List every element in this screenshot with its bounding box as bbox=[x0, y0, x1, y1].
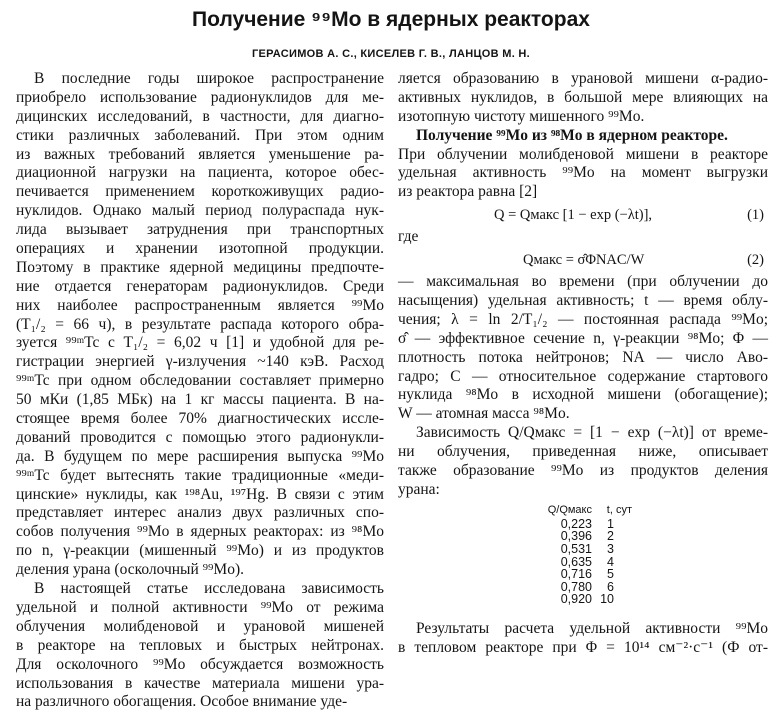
right-text-line: из реактора равна [2] bbox=[398, 183, 538, 201]
left-column bbox=[16, 70, 384, 712]
right-text-line: чения; λ = ln 2/T₁/₂ — постоянная распада ⁹⁹Mo; bbox=[398, 310, 768, 328]
table-cell-t: 5 bbox=[607, 567, 614, 582]
right-text-line: урана: bbox=[398, 480, 440, 498]
right-text-line: σ̂ — эффективное сечение n, γ-реакции ⁹⁸Mo; Φ — bbox=[398, 329, 768, 347]
left-text-line: по n, γ-реакции (мишенный ⁹⁹Mo) и из продуктов bbox=[16, 542, 384, 560]
left-text-line: собов получения ⁹⁹Mo в ядерных реакторах: из ⁹⁸Mo bbox=[16, 523, 384, 541]
right-text-line: плотность потока нейтронов; NA — число Аво- bbox=[398, 348, 768, 366]
left-text-line: дицинских исследований, в частности, для диагно- bbox=[16, 107, 384, 125]
right-text-line: активных нуклидов, в большой мере влияющих на bbox=[398, 88, 768, 106]
equation-1 bbox=[398, 202, 768, 228]
left-text-line: удельной и полной активности ⁹⁹Mo от режима bbox=[16, 598, 384, 616]
left-text-line: них наиболее распространенным является ⁹⁹Mo bbox=[16, 296, 384, 314]
table-row bbox=[536, 543, 768, 556]
right-text-line: гадро; C — относительное содержание стартового bbox=[398, 367, 768, 385]
right-text-line: Зависимость Q/Qмакс = [1 − exp (−λt)] от време- bbox=[416, 424, 768, 442]
left-text-line: 50 мКи (1,85 МБк) на 1 кг массы пациента. В на- bbox=[16, 391, 384, 409]
table-cell-t: 4 bbox=[607, 554, 614, 569]
left-text-line: В последние годы широкое распространение bbox=[34, 70, 384, 87]
section-heading: Получение ⁹⁹Mo из ⁹⁸Mo в ядерном реакторе. bbox=[416, 126, 728, 144]
table-cell-t: 2 bbox=[607, 529, 614, 544]
right-text-line: — максимальная во времени (при облучении до bbox=[398, 273, 768, 291]
right-text-line: ни облучения, приведенная ниже, описывает bbox=[398, 443, 768, 461]
equation-1-number: (1) bbox=[747, 207, 764, 224]
right-text-line: W — атомная масса ⁹⁸Mo. bbox=[398, 405, 570, 423]
left-text-line: использования в качестве материала мишени ура- bbox=[16, 674, 384, 692]
where-label: где bbox=[398, 228, 419, 246]
equation-2-body: Qмакс = σ̂ΦNAC/W bbox=[523, 252, 645, 269]
right-text-line: Результаты расчета удельной активности ⁹⁹Mo bbox=[416, 619, 768, 637]
left-text-line: лида вызывает затруднения при транспортных bbox=[16, 221, 384, 239]
table-cell-t: 6 bbox=[607, 579, 614, 594]
left-text-line: нуклидов. Однако малый период полураспада нук- bbox=[16, 202, 384, 220]
table-cell-t: 10 bbox=[600, 592, 614, 607]
table-cell-q: 0,223 bbox=[560, 516, 592, 531]
right-text-line: также образование ⁹⁹Mo из продуктов деления bbox=[398, 462, 768, 480]
table-cell-q: 0,396 bbox=[560, 529, 592, 544]
article-title: Получение ⁹⁹Mo в ядерных реакторах bbox=[192, 8, 590, 31]
right-column bbox=[398, 70, 768, 658]
right-text-line: При облучении молибденовой мишени в реакторе bbox=[398, 145, 768, 163]
left-text-line: приобрело использование радионуклидов для ме- bbox=[16, 88, 384, 106]
left-text-line: зуется ⁹⁹ᵐTc с T₁/₂ = 6,02 ч [1] и удобной для ре- bbox=[16, 334, 384, 352]
author-line: ГЕРАСИМОВ А. С., КИСЕЛЕВ Г. В., ЛАНЦОВ М. Н. bbox=[251, 48, 531, 60]
table-cell-q: 0,780 bbox=[560, 579, 592, 594]
left-text-line: диационной нагрузки на пациента, которое обес- bbox=[16, 164, 384, 182]
table-cell-q: 0,531 bbox=[560, 542, 592, 556]
table-cell-t: 3 bbox=[607, 542, 614, 556]
left-text-line: В настоящей статье исследована зависимость bbox=[34, 580, 384, 598]
left-text-line: да. В будущем по мере расширения выпуска ⁹⁹Mo bbox=[16, 447, 384, 465]
equation-1-body: Q = Qмакс [1 − exp (−λt)], bbox=[494, 207, 653, 224]
left-text-line: ние отдается генераторам радионуклидов. Среди bbox=[16, 277, 384, 295]
table-cell-q: 0,920 bbox=[560, 592, 592, 607]
left-text-line: гистрации энергией γ-излучения ~140 кэВ. Расход bbox=[16, 353, 384, 371]
spacer bbox=[398, 606, 768, 620]
table-header-t: t, сут bbox=[606, 503, 632, 516]
equation-2 bbox=[398, 247, 768, 273]
activity-table bbox=[536, 502, 768, 606]
table-row bbox=[536, 593, 768, 606]
left-text-line: из важных требований является уменьшение ра- bbox=[16, 145, 384, 163]
left-text-line: деления урана (осколочный ⁹⁹Mo). bbox=[16, 561, 245, 579]
equation-2-number: (2) bbox=[747, 252, 764, 269]
right-text-line: в тепловом реакторе при Φ = 10¹⁴ см⁻²·с⁻¹ (Ф от- bbox=[398, 638, 768, 656]
table-cell-t: 1 bbox=[607, 516, 614, 531]
left-text-line: стики различных заболеваний. При этом одним bbox=[16, 126, 384, 144]
left-text-line: ⁹⁹ᵐTc при одном обследовании составляет примерно bbox=[16, 372, 384, 390]
left-text-line: дований проводится с помощью этого радионукли- bbox=[16, 428, 384, 446]
left-text-line: в реакторе на тепловых и быстрых нейтронах. bbox=[16, 636, 384, 654]
left-text-line: операциях и хранении изотопной продукции. bbox=[16, 240, 384, 258]
right-text-line: ляется образованию в урановой мишени α-радио- bbox=[398, 70, 768, 87]
right-text-line: удельная активность ⁹⁹Mo на момент выгрузки bbox=[398, 164, 768, 182]
table-header-q: Q/Qмакс bbox=[547, 503, 592, 516]
left-text-line: цинские» нуклиды, как ¹⁹⁸Au, ¹⁹⁷Hg. В связи с этим bbox=[16, 485, 384, 503]
right-text-line: насыщения) удельная активность; t — время облу- bbox=[398, 292, 768, 310]
left-text-line: ⁹⁹ᵐTc будет вытеснять такие традиционные «меди- bbox=[16, 466, 384, 484]
left-text-line: облучения молибденовой и урановой мишеней bbox=[16, 617, 384, 635]
left-text-line: печивается применением короткоживущих радио- bbox=[16, 183, 384, 201]
table-cell-q: 0,716 bbox=[560, 567, 592, 582]
table-row bbox=[536, 568, 768, 581]
left-text-line: Для осколочного ⁹⁹Mo обсуждается возможность bbox=[16, 655, 384, 673]
table-cell-q: 0,635 bbox=[560, 554, 592, 569]
left-text-line: представляет интерес анализ двух различных спо- bbox=[16, 504, 384, 522]
right-text-line: изотопную чистоту мишенного ⁹⁹Mo. bbox=[398, 107, 645, 125]
left-text-line: на различного обогащения. Особое внимание уде- bbox=[16, 693, 348, 711]
left-text-line: (T₁/₂ = 66 ч), в результате распада которого обра- bbox=[16, 315, 384, 333]
table-header bbox=[536, 502, 768, 518]
left-text-line: стоящее время более 70% диагностических иссле- bbox=[16, 410, 384, 428]
left-text-line: Поэтому в практике ядерной медицины предпочте- bbox=[16, 258, 384, 276]
right-text-line: нуклида ⁹⁸Mo в исходной мишени (обогащение); bbox=[398, 386, 768, 404]
